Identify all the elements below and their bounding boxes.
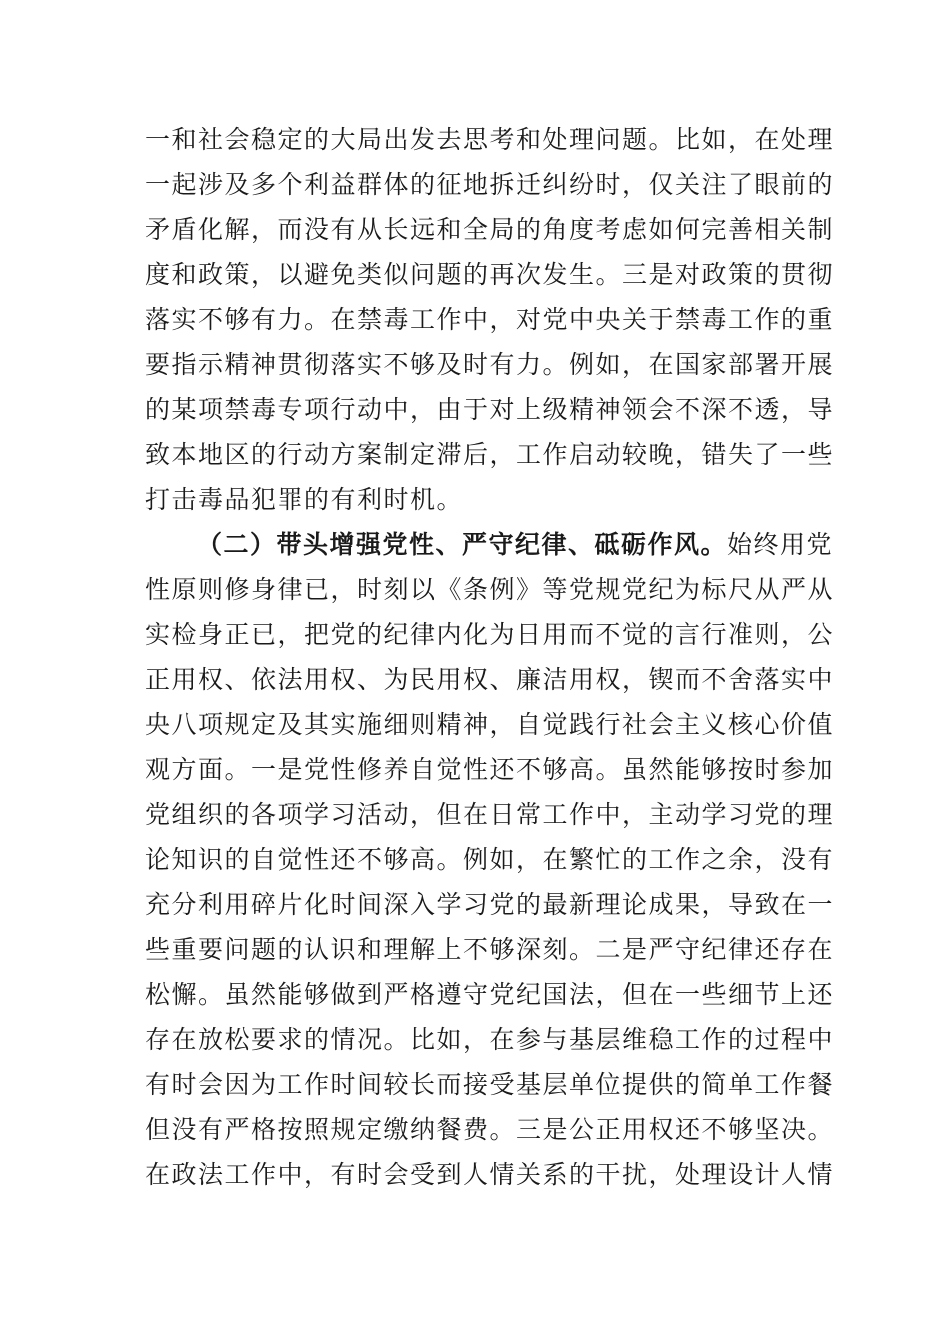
paragraph-line: 在政法工作中，有时会受到人情关系的干扰，处理设计人情 [145, 1160, 835, 1189]
paragraph-line: 实检身正已，把党的纪律内化为日用而不觉的言行准则，公 [145, 620, 835, 649]
paragraph-line: 一起涉及多个利益群体的征地拆迁纠纷时，仅关注了眼前的 [145, 170, 835, 199]
paragraph-line: 但没有严格按照规定缴纳餐费。三是公正用权还不够坚决。 [145, 1115, 835, 1144]
paragraph-line: 些重要问题的认识和理解上不够深刻。二是严守纪律还存在 [145, 935, 835, 964]
paragraph-line: 正用权、依法用权、为民用权、廉洁用权，锲而不舍落实中 [145, 665, 835, 694]
paragraph-line: 存在放松要求的情况。比如，在参与基层维稳工作的过程中 [145, 1025, 835, 1054]
paragraph-line: 党组织的各项学习活动，但在日常工作中，主动学习党的理 [145, 800, 835, 829]
paragraph-line: 论知识的自觉性还不够高。例如，在繁忙的工作之余，没有 [145, 845, 835, 874]
paragraph-line: 有时会因为工作时间较长而接受基层单位提供的简单工作餐 [145, 1070, 835, 1099]
paragraph-line: 要指示精神贯彻落实不够及时有力。例如，在国家部署开展 [145, 350, 835, 379]
paragraph-line: 落实不够有力。在禁毒工作中，对党中央关于禁毒工作的重 [145, 305, 835, 334]
paragraph-line: 矛盾化解，而没有从长远和全局的角度考虑如何完善相关制 [145, 215, 835, 244]
paragraph-line: 一和社会稳定的大局出发去思考和处理问题。比如，在处理 [145, 125, 835, 154]
heading-line-rest: 始终用党 [727, 530, 834, 559]
paragraph-line: 打击毒品犯罪的有利时机。 [145, 485, 464, 514]
paragraph-line: 观方面。一是党性修养自觉性还不够高。虽然能够按时参加 [145, 755, 835, 784]
paragraph-line: 充分利用碎片化时间深入学习党的最新理论成果，导致在一 [145, 890, 835, 919]
paragraph-line: 度和政策，以避免类似问题的再次发生。三是对政策的贯彻 [145, 260, 835, 289]
paragraph-line: 致本地区的行动方案制定滞后，工作启动较晚，错失了一些 [145, 440, 835, 469]
paragraph-line: 央八项规定及其实施细则精神，自觉践行社会主义核心价值 [145, 710, 835, 739]
section-heading-line [197, 530, 833, 560]
section-heading: （二）带头增强党性、严守纪律、砥砺作风。 [197, 530, 728, 559]
paragraph-line: 的某项禁毒专项行动中，由于对上级精神领会不深不透，导 [145, 395, 835, 424]
paragraph-line: 松懈。虽然能够做到严格遵守党纪国法，但在一些细节上还 [145, 980, 835, 1009]
paragraph-line: 性原则修身律已，时刻以《条例》等党规党纪为标尺从严从 [145, 575, 835, 604]
